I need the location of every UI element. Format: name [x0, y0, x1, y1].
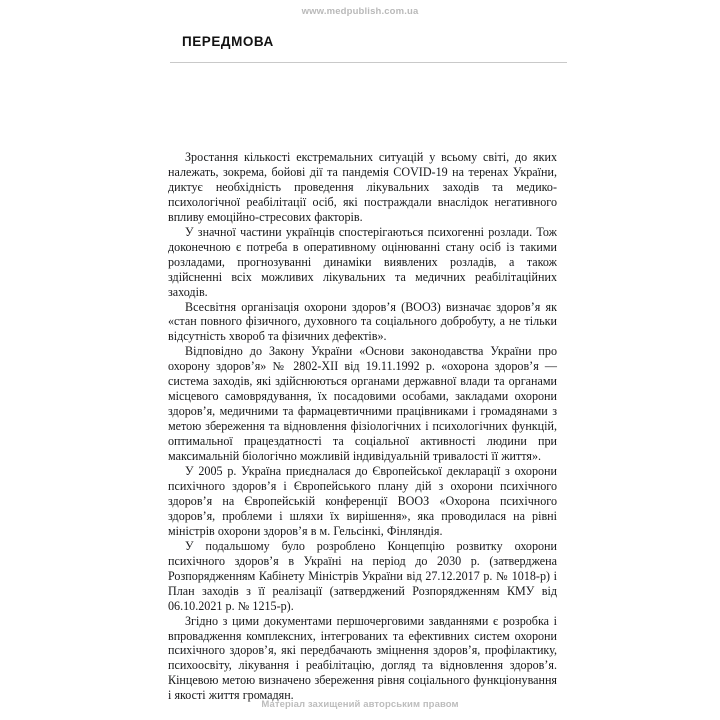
paragraph: Зростання кількості екстремальних ситуацій у всьому світі, до яких належать, зокрема, бойові дії та пандемія COVID-19 на теренах України, диктує необхідність проведення лікувальних заходів та медико-психологічної реабілітації осіб, які постраждали внаслідок негативного впливу емоційно-стресових факторів.: [168, 150, 557, 224]
body-text-column: [168, 150, 557, 703]
chapter-header: [170, 33, 567, 63]
site-url-watermark: www.medpublish.com.ua: [301, 6, 419, 17]
paragraph: У подальшому було розроблено Концепцію розвитку охорони психічного здоров’я в Україні на період до 2030 р. (затверджена Розпорядженням Кабінету Міністрів України від 27.12.2017 р. № 1018-р) і План заходів з її реалізації (затверджений Розпорядженням КМУ від 06.10.2021 р. № 1215-р).: [168, 538, 557, 613]
copyright-watermark: Матеріал захищений авторським правом: [261, 699, 459, 710]
paragraph: Згідно з цими документами першочерговими завданнями є розробка і впровадження комплексних, інтегрованих та ефективних систем охорони психічного здоров’я, які передбачають зміцнення здоров’я, профілактику, психоосвіту, лікування і реабілітацію, догляд та відновлення здоров’я. Кінцевою метою визначено збереження рівня соціального функціонування і якості життя громадян.: [168, 613, 557, 703]
paragraph: У 2005 р. Україна приєдналася до Європейської декларації з охорони психічного здоров’я і Європейського плану дій з охорони психічного здоров’я на Європейській конференції ВООЗ «Охорона психічного здоров’я, проблеми і шляхи їх вирішення», яка проводилася на рівні міністрів охорони здоров’я в м. Гельсінкі, Фінляндія.: [168, 464, 557, 538]
paragraph: Відповідно до Закону України «Основи законодавства України про охорону здоров’я» № 2802-XII від 19.11.1992 р. «охорона здоров’я — система заходів, які здійснюються органами державної влади та органами місцевого самоврядування, їх посадовими особами, закладами охорони здоров’я, медичними та фармацевтичними працівниками і громадянами з метою збереження та відновлення фізіологічних і психологічних функцій, оптимальної працездатності та соціальної активності людини при максимальній біологічно можливій індивідуальній тривалості її життя».: [168, 344, 557, 464]
paragraph: Всесвітня організація охорони здоров’я (ВООЗ) визначає здоров’я як «стан повного фізичного, духовного та соціального добробуту, а не тільки відсутність хвороб та фізичних дефектів».: [168, 299, 557, 344]
paragraph: У значної частини українців спостерігаються психогенні розлади. Тож доконечною є потреба в оперативному оцінюванні стану осіб із такими розладами, прогнозуванні динаміки виявлених розладів, а також здійсненні всіх можливих лікувальних та медичних реабілітаційних заходів.: [168, 224, 557, 299]
header-divider: [170, 62, 567, 63]
page-title: ПЕРЕДМОВА: [182, 34, 274, 49]
